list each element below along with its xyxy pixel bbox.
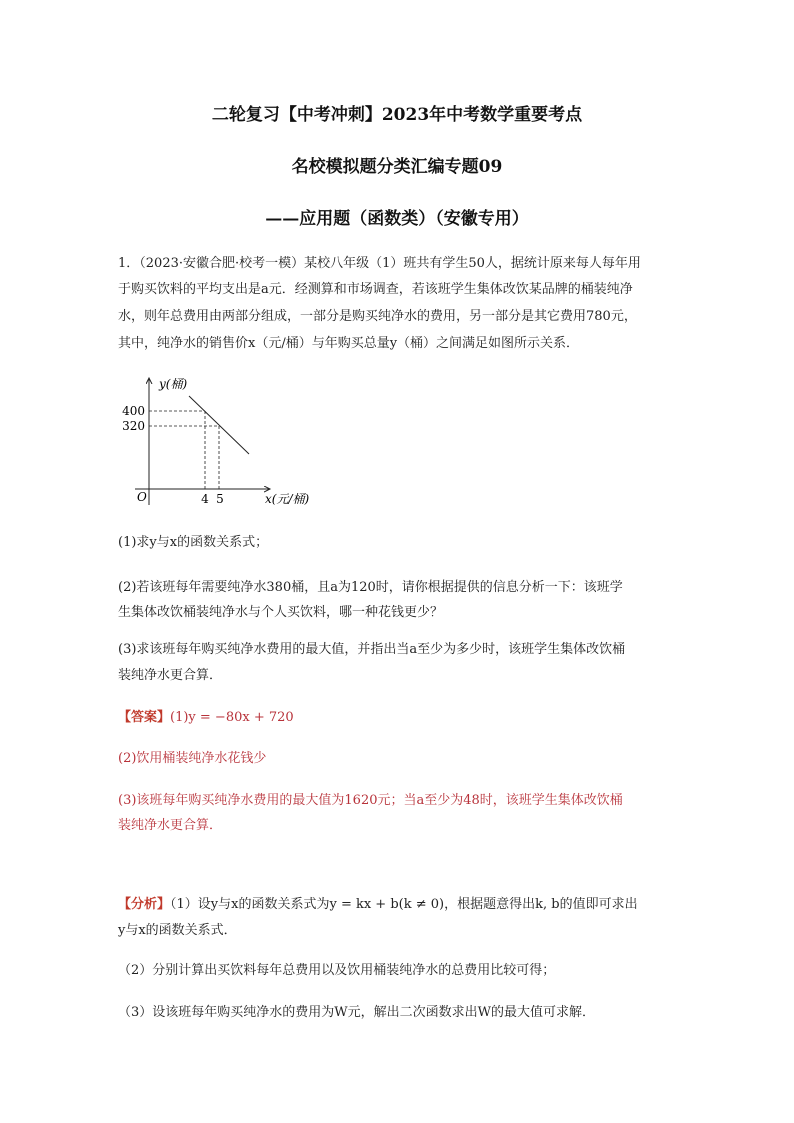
title-line-2: 名校模拟题分类汇编专题09	[291, 157, 503, 177]
title-line-1: 二轮复习【中考冲刺】2023年中考数学重要考点	[211, 105, 583, 125]
part-2-line-1: (2)若该班每年需要纯净水380桶，且a为120时，请你根据提供的信息分析一下：该班学	[118, 580, 623, 595]
question-line-2: 于购买饮料的平均支出是a元．经测算和市场调查，若该班学生集体改饮某品牌的桶装纯净	[118, 282, 633, 297]
origin-label: O	[137, 490, 147, 504]
part-2-line-2: 生集体改饮桶装纯净水与个人买饮料，哪一种花钱更少？	[118, 605, 444, 620]
analysis-line-1	[118, 892, 688, 917]
analysis-line-2: y与x的函数关系式．	[118, 923, 237, 938]
answer-2: (2)饮用桶装纯净水花钱少	[118, 751, 267, 766]
y-tick-320: 320	[122, 419, 145, 433]
part-1: (1)求y与x的函数关系式；	[118, 535, 269, 550]
analysis-tag: 【分析】	[118, 897, 171, 912]
question-line-1: 1．（2023·安徽合肥·校考一模）某校八年级（1）班共有学生50人，据统计原来每人每年用	[118, 256, 641, 271]
function-graph	[115, 370, 335, 510]
answer-3-line-1: (3)该班每年购买纯净水费用的最大值为1620元；当a至少为48时，该班学生集体改饮桶	[118, 793, 623, 808]
x-axis-label: x(元/桶)	[265, 492, 310, 506]
question-line-4: 其中，纯净水的销售价x（元/桶）与年购买总量y（桶）之间满足如图所示关系．	[118, 336, 580, 351]
function-line	[189, 396, 249, 454]
analysis-line-3: （2）分别计算出买饮料每年总费用以及饮用桶装纯净水的总费用比较可得；	[118, 963, 556, 978]
answer-tag: 【答案】	[118, 710, 171, 725]
part-3-line-1: (3)求该班每年购买纯净水费用的最大值，并指出当a至少为多少时，该班学生集体改饮桶	[118, 642, 626, 657]
analysis-line-4: （3）设该班每年购买纯净水的费用为W元，解出二次函数求出W的最大值可求解．	[118, 1005, 595, 1020]
answer-1: (1)y = −80x + 720	[170, 710, 294, 725]
x-tick-5: 5	[216, 492, 224, 506]
title-line-3: ——应用题（函数类）（安徽专用）	[265, 209, 529, 229]
answer-line-1	[118, 705, 688, 730]
y-axis-label: y(桶)	[159, 377, 188, 391]
analysis-text-1: （1）设y与x的函数关系式为y = kx + b(k ≠ 0)，根据题意得出k, b的值即可求出	[170, 897, 638, 912]
answer-3-line-2: 装纯净水更合算．	[118, 818, 223, 833]
x-tick-4: 4	[201, 492, 209, 506]
question-line-3: 水，则年总费用由两部分组成，一部分是购买纯净水的费用，另一部分是其它费用780元，	[118, 309, 637, 324]
y-tick-400: 400	[122, 404, 145, 418]
part-3-line-2: 装纯净水更合算．	[118, 668, 223, 683]
